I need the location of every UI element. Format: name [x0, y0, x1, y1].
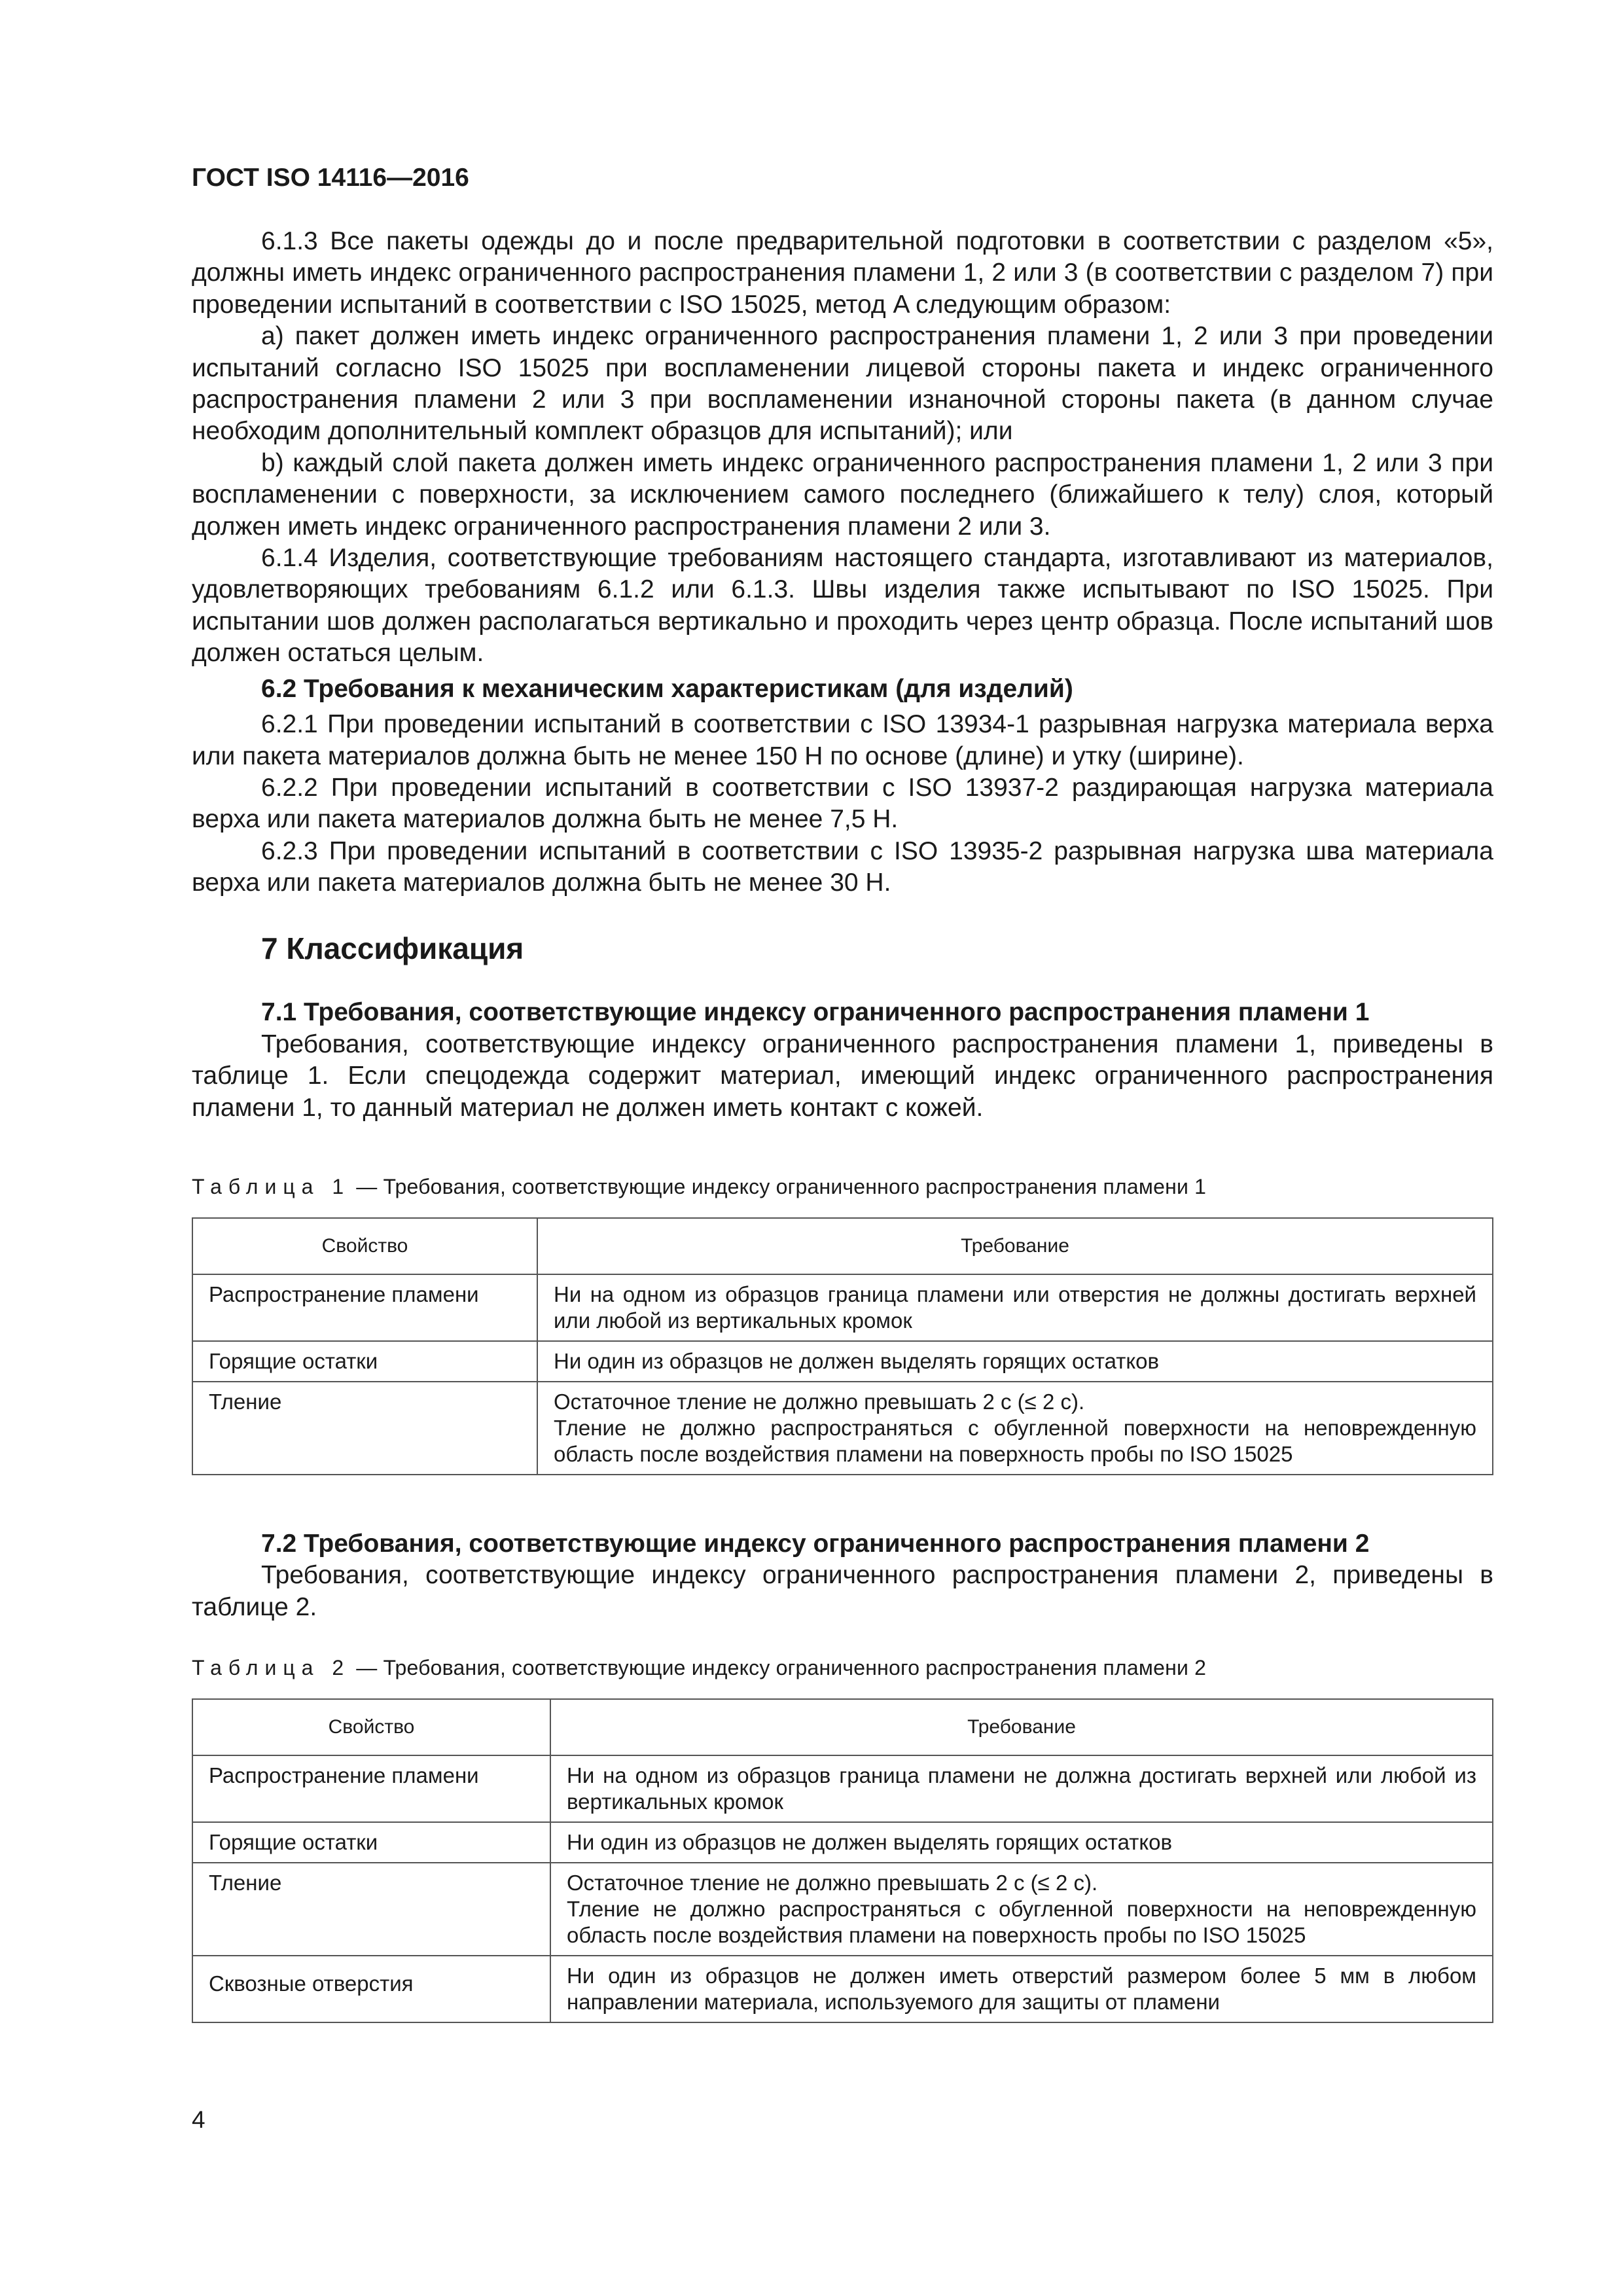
table2-cell: Распространение пламени [192, 1755, 550, 1822]
table2-cell-line: Тление не должно распространяться с обугленной поверхности на неповрежденную область после воздействия пламени на поверхность пробы по ISO 15025 [567, 1897, 1476, 1947]
table2-cell: Горящие остатки [192, 1822, 550, 1863]
page-number: 4 [192, 2106, 205, 2133]
table2-cell [550, 1863, 1493, 1956]
table-row [192, 1863, 1493, 1956]
table1-cell: Ни на одном из образцов граница пламени или отверстия не должны достигать верхней или любой из вертикальных кромок [537, 1274, 1493, 1341]
paragraph-6-1-3: 6.1.3 Все пакеты одежды до и после предварительной подготовки в соответствии с разделом «5», должны иметь индекс ограниченного распространения пламени 1, 2 или 3 (в соответствии с разделом 7) при проведении испытаний в соответствии с ISO 15025, метод A следующим образом: [192, 227, 1493, 319]
table2-header-property: Свойство [192, 1699, 550, 1755]
table1-cell-line: Остаточное тление не должно превышать 2 с (≤ 2 с). [554, 1390, 1085, 1414]
table1-cell: Распространение пламени [192, 1274, 537, 1341]
table2-header-requirement: Требование [550, 1699, 1493, 1755]
paragraph-6-1-3-a: a) пакет должен иметь индекс ограниченного распространения пламени 1, 2 или 3 при проведении испытаний согласно ISO 15025 при воспламенении лицевой стороны пакета и индекс ограниченного распространения пламени 2 или 3 при воспламенении изнаночной стороны пакета (в данном случае необходим дополнительный комплект образцов для испытаний); или [192, 322, 1493, 446]
section-7-intro [192, 933, 1493, 1124]
table2-cell: Ни один из образцов не должен иметь отверстий размером более 5 мм в любом направлении материала, используемого для защиты от пламени [550, 1956, 1493, 2022]
table2-caption [192, 1656, 1206, 1680]
table1-header-row [192, 1218, 1493, 1274]
table2-cell: Сквозные отверстия [192, 1956, 550, 2022]
document-header: ГОСТ ISO 14116—2016 [192, 164, 469, 192]
paragraph-6-2-1: 6.2.1 При проведении испытаний в соответствии с ISO 13934-1 разрывная нагрузка материала верха или пакета материалов должна быть не менее 150 Н по основе (длине) и утку (ширине). [192, 710, 1493, 770]
table2-cell: Тление [192, 1863, 550, 1956]
heading-6-2: 6.2 Требования к механическим характеристикам (для изделий) [261, 674, 1073, 703]
table1-caption-label: Таблица 1 [192, 1175, 351, 1198]
table1-header-property: Свойство [192, 1218, 537, 1274]
table1-cell [537, 1382, 1493, 1475]
table-row [192, 1755, 1493, 1822]
table1-cell: Тление [192, 1382, 537, 1475]
table-row [192, 1822, 1493, 1863]
table-row [192, 1274, 1493, 1341]
table2-caption-label: Таблица 2 [192, 1656, 351, 1679]
paragraph-6-2-3: 6.2.3 При проведении испытаний в соответствии с ISO 13935-2 разрывная нагрузка шва материала верха или пакета материалов должна быть не менее 30 Н. [192, 836, 1493, 897]
table2-header-row [192, 1699, 1493, 1755]
paragraph-7-1: Требования, соответствующие индексу ограниченного распространения пламени 1, приведены в таблице 1. Если спецодежда содержит материал, имеющий индекс ограниченного распространения пламени 1, то данный материал не должен иметь контакт с кожей. [192, 1030, 1493, 1122]
table-1 [192, 1217, 1493, 1475]
paragraph-6-2-2: 6.2.2 При проведении испытаний в соответствии с ISO 13937-2 раздирающая нагрузка материала верха или пакета материалов должна быть не менее 7,5 Н. [192, 773, 1493, 834]
heading-7-2: 7.2 Требования, соответствующие индексу ограниченного распространения пламени 2 [261, 1530, 1370, 1558]
table-row [192, 1382, 1493, 1475]
paragraph-6-1-4: 6.1.4 Изделия, соответствующие требованиям настоящего стандарта, изготавливают из материалов, удовлетворяющих требованиям 6.1.2 или 6.1.3. Швы изделия также испытывают по ISO 15025. При испытании шов должен располагаться вертикально и проходить через центр образца. После испытаний шов должен остаться целым. [192, 544, 1493, 668]
table1-caption-text: — Требования, соответствующие индексу ограниченного распространения пламени 1 [350, 1175, 1207, 1198]
section-6-text [192, 226, 1493, 899]
table1-cell-line: Тление не должно распространяться с обугленной поверхности на неповрежденную область после воздействия пламени на поверхность пробы по ISO 15025 [554, 1416, 1476, 1466]
section-7-2 [192, 1528, 1493, 1623]
heading-7-1: 7.1 Требования, соответствующие индексу ограниченного распространения пламени 1 [261, 998, 1370, 1027]
table2-cell-line: Остаточное тление не должно превышать 2 с (≤ 2 с). [567, 1871, 1098, 1895]
heading-7: 7 Классификация [261, 931, 524, 965]
table-row [192, 1956, 1493, 2022]
table2-caption-text: — Требования, соответствующие индексу ограниченного распространения пламени 2 [350, 1656, 1207, 1679]
table-row [192, 1341, 1493, 1382]
table1-cell: Горящие остатки [192, 1341, 537, 1382]
table1-header-requirement: Требование [537, 1218, 1493, 1274]
paragraph-7-2: Требования, соответствующие индексу ограниченного распространения пламени 2, приведены в таблице 2. [192, 1561, 1493, 1621]
table2-cell: Ни один из образцов не должен выделять горящих остатков [550, 1822, 1493, 1863]
table2-cell: Ни на одном из образцов граница пламени не должна достигать верхней или любой из вертикальных кромок [550, 1755, 1493, 1822]
table1-caption [192, 1175, 1206, 1199]
table1-cell: Ни один из образцов не должен выделять горящих остатков [537, 1341, 1493, 1382]
table-2 [192, 1698, 1493, 2023]
paragraph-6-1-3-b: b) каждый слой пакета должен иметь индекс ограниченного распространения пламени 1, 2 или 3 при воспламенении с поверхности, за исключением самого последнего (ближайшего к телу) слоя, который должен иметь индекс ограниченного распространения пламени 2 или 3. [192, 448, 1493, 541]
